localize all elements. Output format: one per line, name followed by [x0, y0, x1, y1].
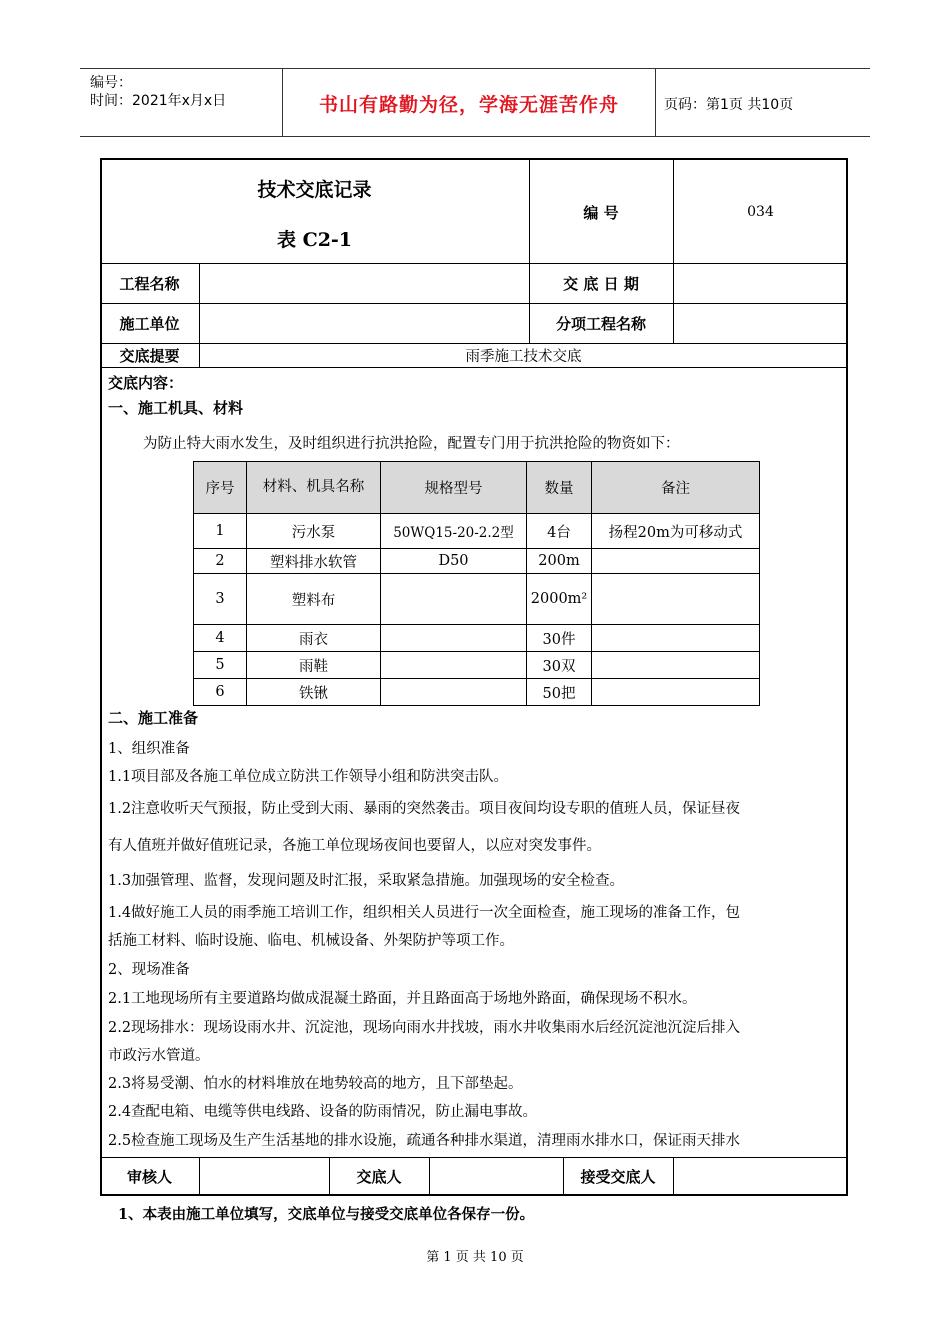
header-number-label: 编号： [90, 75, 132, 91]
row-spec [381, 625, 527, 652]
row-note [592, 652, 760, 679]
col-header-name-text: 材料、机具名称 [262, 479, 365, 495]
paragraph-2-2b: 市政污水管道。 [108, 1048, 210, 1064]
discloser-field[interactable] [429, 1157, 563, 1196]
form-title: 技术交底记录 [257, 178, 372, 201]
header-time: 时间：2021年x月x日 [90, 93, 227, 109]
row-index: 2 [194, 549, 247, 574]
row-name: 污水泵 [247, 514, 381, 549]
date-label: 交 底 日 期 [563, 274, 639, 293]
row-note: 扬程20m为可移动式 [592, 514, 760, 549]
row-name: 雨衣 [247, 625, 381, 652]
paragraph-2-1: 2.1工地现场所有主要道路均做成混凝土路面，并且路面高于场地外路面，确保现场不积水。 [108, 991, 697, 1007]
row-note [592, 625, 760, 652]
row-name: 塑料排水软管 [247, 549, 381, 574]
materials-header-row [194, 462, 760, 514]
sub2-title: 2、现场准备 [108, 962, 190, 978]
section1-title: 一、施工机具、材料 [108, 399, 244, 417]
contractor-value[interactable] [199, 303, 529, 343]
row-index: 5 [194, 652, 247, 679]
summary-label: 交底提要 [119, 346, 180, 365]
header-motto: 书山有路勤为径，学海无涯苦作舟 [318, 94, 619, 116]
paragraph-1-4a: 1.4做好施工人员的雨季施工培训工作，组织相关人员进行一次全面检查，施工现场的准备工作，包 [108, 905, 741, 921]
paragraph-2-4: 2.4查配电箱、电缆等供电线路、设备的防雨情况，防止漏电事故。 [108, 1104, 538, 1120]
row-spec: 50WQ15-20-2.2型 [381, 514, 527, 549]
project-name-value[interactable] [199, 263, 529, 303]
paragraph-1-2b: 有人值班并做好值班记录，各施工单位现场夜间也要留人，以应对突发事件。 [108, 838, 601, 854]
reviewer-label: 审核人 [126, 1168, 172, 1186]
reviewer-field[interactable] [199, 1157, 329, 1196]
receiver-label: 接受交底人 [580, 1168, 656, 1186]
footnote: 1、本表由施工单位填写，交底单位与接受交底单位各保存一份。 [118, 1206, 535, 1223]
receiver-field[interactable] [673, 1157, 848, 1196]
subproject-label: 分项工程名称 [555, 314, 646, 333]
table-row [194, 514, 760, 549]
section1-intro: 为防止特大雨水发生，及时组织进行抗洪抢险，配置专门用于抗洪抢险的物资如下： [143, 436, 680, 452]
paragraph-2-3: 2.3将易受潮、怕水的材料堆放在地势较高的地方，且下部垫起。 [108, 1076, 523, 1092]
col-header-qty: 数量 [527, 462, 592, 514]
paragraph-2-2a: 2.2现场排水：现场设雨水井、沉淀池，现场向雨水井找坡，雨水井收集雨水后经沉淀池沉淀后排入 [108, 1020, 741, 1036]
row-index: 3 [194, 574, 247, 625]
col-header-spec: 规格型号 [381, 462, 527, 514]
row-index: 6 [194, 679, 247, 706]
project-name-label: 工程名称 [119, 274, 180, 293]
subproject-value[interactable] [673, 303, 848, 343]
header-top-rule [80, 68, 870, 69]
row-qty: 200m [527, 549, 592, 574]
col-header-index: 序号 [194, 462, 247, 514]
header-bottom-rule [80, 136, 870, 137]
row-note [592, 679, 760, 706]
col-header-name [247, 462, 381, 514]
table-row [194, 549, 760, 574]
row-spec [381, 679, 527, 706]
row-name: 雨鞋 [247, 652, 381, 679]
form-code: 表 C2-1 [276, 228, 353, 251]
header-divider-right [655, 68, 656, 136]
row-spec: D50 [381, 549, 527, 574]
summary-value: 雨季施工技术交底 [465, 348, 582, 365]
paragraph-2-5: 2.5检查施工现场及生产生活基地的排水设施，疏通各种排水渠道，清理雨水排水口，保证雨天排水 [108, 1133, 741, 1149]
row-index: 4 [194, 625, 247, 652]
row-qty: 30件 [527, 625, 592, 652]
date-value[interactable] [673, 263, 848, 303]
number-value: 034 [747, 204, 774, 220]
header-divider-left [282, 68, 283, 136]
paragraph-1-1: 1.1项目部及各施工单位成立防洪工作领导小组和防洪突击队。 [108, 769, 509, 785]
paragraph-1-3: 1.3加强管理、监督，发现问题及时汇报，采取紧急措施。加强现场的安全检查。 [108, 873, 625, 889]
contractor-label: 施工单位 [119, 314, 180, 333]
row-qty: 30双 [527, 652, 592, 679]
paragraph-1-2a: 1.2注意收听天气预报，防止受到大雨、暴雨的突然袭击。项目夜间均设专职的值班人员，保证昼夜 [108, 801, 741, 817]
discloser-label: 交底人 [356, 1168, 402, 1186]
row-qty: 2000m² [527, 574, 592, 625]
table-row [194, 652, 760, 679]
col-header-note: 备注 [592, 462, 760, 514]
materials-table [193, 461, 760, 706]
row-index: 1 [194, 514, 247, 549]
row-spec [381, 652, 527, 679]
row-spec [381, 574, 527, 625]
grid-line [100, 367, 848, 368]
row-name: 塑料布 [247, 574, 381, 625]
row-note [592, 549, 760, 574]
row-qty: 4台 [527, 514, 592, 549]
content-label: 交底内容： [108, 374, 184, 392]
row-note [592, 574, 760, 625]
table-row [194, 679, 760, 706]
page-footer: 第 1 页 共 10 页 [426, 1250, 524, 1265]
header-page-info: 页码：第1页 共10页 [664, 97, 794, 113]
sub1-title: 1、组织准备 [108, 741, 190, 757]
table-row [194, 625, 760, 652]
table-row [194, 574, 760, 625]
number-label: 编 号 [583, 203, 619, 222]
paragraph-1-4b: 括施工材料、临时设施、临电、机械设备、外架防护等项工作。 [108, 933, 514, 949]
row-qty: 50把 [527, 679, 592, 706]
row-name: 铁锹 [247, 679, 381, 706]
section2-title: 二、施工准备 [108, 709, 199, 727]
